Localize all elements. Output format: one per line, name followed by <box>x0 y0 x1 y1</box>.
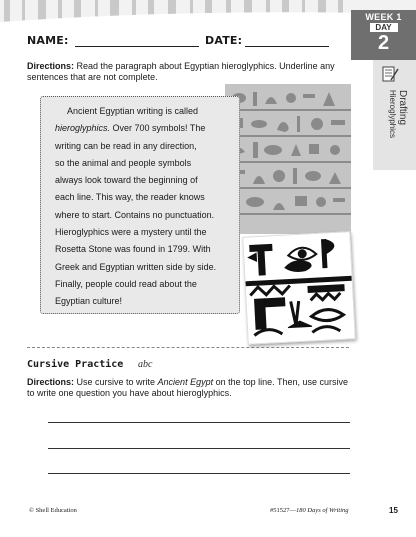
passage-line: Egyptian culture! <box>55 296 123 307</box>
cursive-directions <box>27 377 357 399</box>
date-field[interactable] <box>245 46 329 47</box>
page-number: 15 <box>389 506 398 515</box>
name-field[interactable] <box>75 46 199 47</box>
day-number: 2 <box>377 32 390 54</box>
passage-line: where to start. Contains no punctuation. <box>55 209 215 220</box>
week-day-tab <box>351 10 416 60</box>
passage-line: writing can be read in any direction, <box>55 140 197 151</box>
cursive-abc-icon: abc <box>138 359 153 370</box>
cursive-directions-post: on the top line. Then, use cursive to write one question you have about hieroglyphics. <box>27 377 349 398</box>
cursive-directions-pre: Use cursive to write <box>74 377 158 387</box>
directions-text: Read the paragraph about Egyptian hieroglyphics. Underline any sentences that are not complete. <box>27 61 335 82</box>
cursive-directions-label: Directions: <box>27 377 75 387</box>
week-label: WEEK 1 <box>365 12 402 22</box>
section-name: Drafting <box>397 90 408 126</box>
section-divider <box>27 347 349 348</box>
passage-italic-word: hieroglyphics. <box>55 123 111 134</box>
directions <box>27 61 367 83</box>
writing-line-1[interactable] <box>48 422 350 423</box>
name-label: NAME: <box>27 34 69 47</box>
footer-publisher: © Shell Education <box>29 507 77 514</box>
reading-passage <box>40 96 240 314</box>
footer-product-title: 180 Days of Writing <box>296 507 349 514</box>
section-side-label <box>388 90 408 160</box>
footer-product <box>270 507 349 514</box>
notebook-pencil-icon <box>380 64 400 84</box>
passage-line: Greek and Egyptian written side by side. <box>55 261 217 272</box>
passage-line: so the animal and people symbols <box>55 157 192 168</box>
section-topic: Hieroglyphics <box>388 90 397 139</box>
date-label: DATE: <box>205 34 243 47</box>
directions-label: Directions: <box>27 61 75 71</box>
passage-line: each line. This way, the reader knows <box>55 192 205 203</box>
passage-line: always look toward the beginning of <box>55 175 198 186</box>
writing-line-2[interactable] <box>48 448 350 449</box>
passage-line-rest: Over 700 symbols! The <box>110 123 206 134</box>
passage-line: Finally, people could read about the <box>55 278 197 289</box>
day-label: DAY <box>370 23 398 32</box>
hieroglyph-stone-image <box>225 84 351 234</box>
passage-line <box>55 120 231 137</box>
passage-line: Rosetta Stone was found in 1799. With <box>55 244 211 255</box>
cursive-practice-heading: Cursive Practice <box>27 359 124 370</box>
writing-line-3[interactable] <box>48 473 350 474</box>
cursive-directions-italic: Ancient Egypt <box>157 377 214 387</box>
footer-product-code: #51527— <box>270 507 296 514</box>
passage-line: Ancient Egyptian writing is called <box>67 106 199 116</box>
hieroglyph-symbols-image <box>242 231 356 345</box>
passage-line: Hieroglyphics were a mystery until the <box>55 227 207 238</box>
